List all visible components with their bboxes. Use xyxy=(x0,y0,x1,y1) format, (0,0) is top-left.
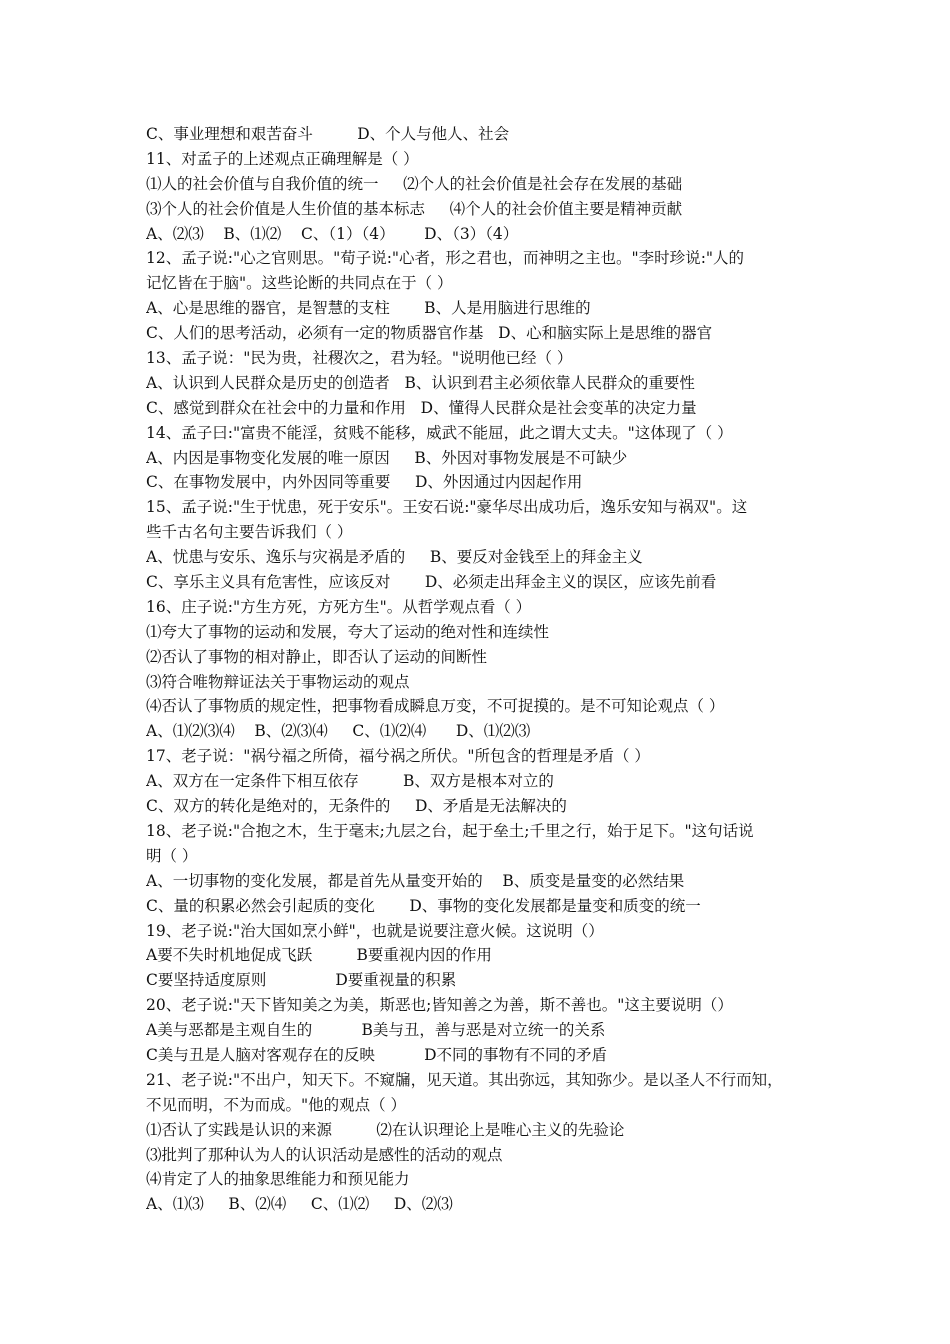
text-line: C美与丑是人脑对客观存在的反映 D不同的事物有不同的矛盾 xyxy=(146,1045,608,1064)
text-line: A、⑴⑶ B、⑵⑷ C、⑴⑵ D、⑵⑶ xyxy=(146,1195,453,1214)
text-line: 记忆皆在于脑"。这些论断的共同点在于（ ） xyxy=(146,274,453,293)
text-line: 16、庄子说:"方生方死，方死方生"。从哲学观点看（ ） xyxy=(146,597,532,616)
text-line: 20、老子说:"天下皆知美之为美，斯恶也;皆知善之为善，斯不善也。"这主要说明（） xyxy=(146,996,733,1015)
text-line: ⑶个人的社会价值是人生价值的基本标志 ⑷个人的社会价值主要是精神贡献 xyxy=(146,199,683,218)
text-line: C、双方的转化是绝对的，无条件的 D、矛盾是无法解决的 xyxy=(146,797,567,816)
text-line: ⑴否认了实践是认识的来源 ⑵在认识理论上是唯心主义的先验论 xyxy=(146,1120,625,1139)
text-line: C、感觉到群众在社会中的力量和作用 D、懂得人民群众是社会变革的决定力量 xyxy=(146,398,697,417)
text-line: C、在事物发展中，内外因同等重要 D、外因通过内因起作用 xyxy=(146,473,583,492)
text-line: ⑵否认了事物的相对静止，即否认了运动的间断性 xyxy=(146,647,488,666)
text-line: 些千古名句主要告诉我们（ ） xyxy=(146,523,353,542)
text-line: 21、老子说:"不出户，知天下。不窥牖，见天道。其出弥远，其知弥少。是以圣人不行而知， xyxy=(146,1070,783,1089)
text-line: 明（ ） xyxy=(146,846,198,865)
text-line: 15、孟子说:"生于忧患，死于安乐"。王安石说:"豪华尽出成功后，逸乐安知与祸双"。这 xyxy=(146,498,748,517)
text-line: A美与恶都是主观自生的 B美与丑，善与恶是对立统一的关系 xyxy=(146,1021,606,1040)
text-line: A、认识到人民群众是历史的创造者 B、认识到君主必须依靠人民群众的重要性 xyxy=(146,373,695,392)
text-line: C要坚持适度原则 D要重视量的积累 xyxy=(146,971,457,990)
text-line: 12、孟子说:"心之官则思。"荀子说:"心者，形之君也，而神明之主也。"李时珍说:"人的 xyxy=(146,249,745,268)
text-line: ⑷肯定了人的抽象思维能力和预见能力 xyxy=(146,1170,410,1189)
text-line: A、一切事物的变化发展，都是首先从量变开始的 B、质变是量变的必然结果 xyxy=(146,871,685,890)
text-line: A、忧患与安乐、逸乐与灾祸是矛盾的 B、要反对金钱至上的拜金主义 xyxy=(146,548,643,567)
document-page xyxy=(146,122,818,1217)
text-line: 不见而明，不为而成。"他的观点（ ） xyxy=(146,1095,407,1114)
text-line: C、量的积累必然会引起质的变化 D、事物的变化发展都是量变和质变的统一 xyxy=(146,896,701,915)
text-line: 18、老子说:"合抱之木，生于毫末;九层之台，起于垒土;千里之行，始于足下。"这句话说 xyxy=(146,821,754,840)
text-line: 19、老子说:"治大国如烹小鲜"，也就是说要注意火候。这说明（） xyxy=(146,921,604,940)
text-line: ⑴人的社会价值与自我价值的统一 ⑵个人的社会价值是社会存在发展的基础 xyxy=(146,174,683,193)
text-line: ⑷否认了事物质的规定性，把事物看成瞬息万变，不可捉摸的。是不可知论观点（ ） xyxy=(146,697,725,716)
text-line: A、心是思维的器官，是智慧的支柱 B、人是用脑进行思维的 xyxy=(146,299,591,318)
text-line: A要不失时机地促成飞跃 B要重视内因的作用 xyxy=(146,946,492,965)
text-line: C、人们的思考活动，必须有一定的物质器官作基 D、心和脑实际上是思维的器官 xyxy=(146,324,713,343)
text-line: 13、孟子说："民为贵，社稷次之，君为轻。"说明他已经（ ） xyxy=(146,349,573,368)
text-line: A、⑴⑵⑶⑷ B、⑵⑶⑷ C、⑴⑵⑷ D、⑴⑵⑶ xyxy=(146,722,531,741)
text-line: ⑶批判了那种认为人的认识活动是感性的活动的观点 xyxy=(146,1145,503,1164)
text-line: 14、孟子曰:"富贵不能淫，贫贱不能移，威武不能屈，此之谓大丈夫。"这体现了（ ） xyxy=(146,423,733,442)
text-line: C、享乐主义具有危害性，应该反对 D、必须走出拜金主义的误区，应该先前看 xyxy=(146,573,717,592)
text-line: ⑴夸大了事物的运动和发展，夸大了运动的绝对性和连续性 xyxy=(146,622,550,641)
text-line: A、⑵⑶ B、⑴⑵ C、（1）（4） D、（3）（4） xyxy=(146,224,519,243)
text-line: A、双方在一定条件下相互依存 B、双方是根本对立的 xyxy=(146,772,554,791)
text-line: A、内因是事物变化发展的唯一原因 B、外因对事物发展是不可缺少 xyxy=(146,448,628,467)
text-line: 17、老子说："祸兮福之所倚，福兮祸之所伏。"所包含的哲理是矛盾（ ） xyxy=(146,747,650,766)
text-line: 11、对孟子的上述观点正确理解是（ ） xyxy=(146,149,419,168)
text-line: C、事业理想和艰苦奋斗 D、个人与他人、社会 xyxy=(146,125,510,143)
text-line: ⑶符合唯物辩证法关于事物运动的观点 xyxy=(146,672,410,691)
